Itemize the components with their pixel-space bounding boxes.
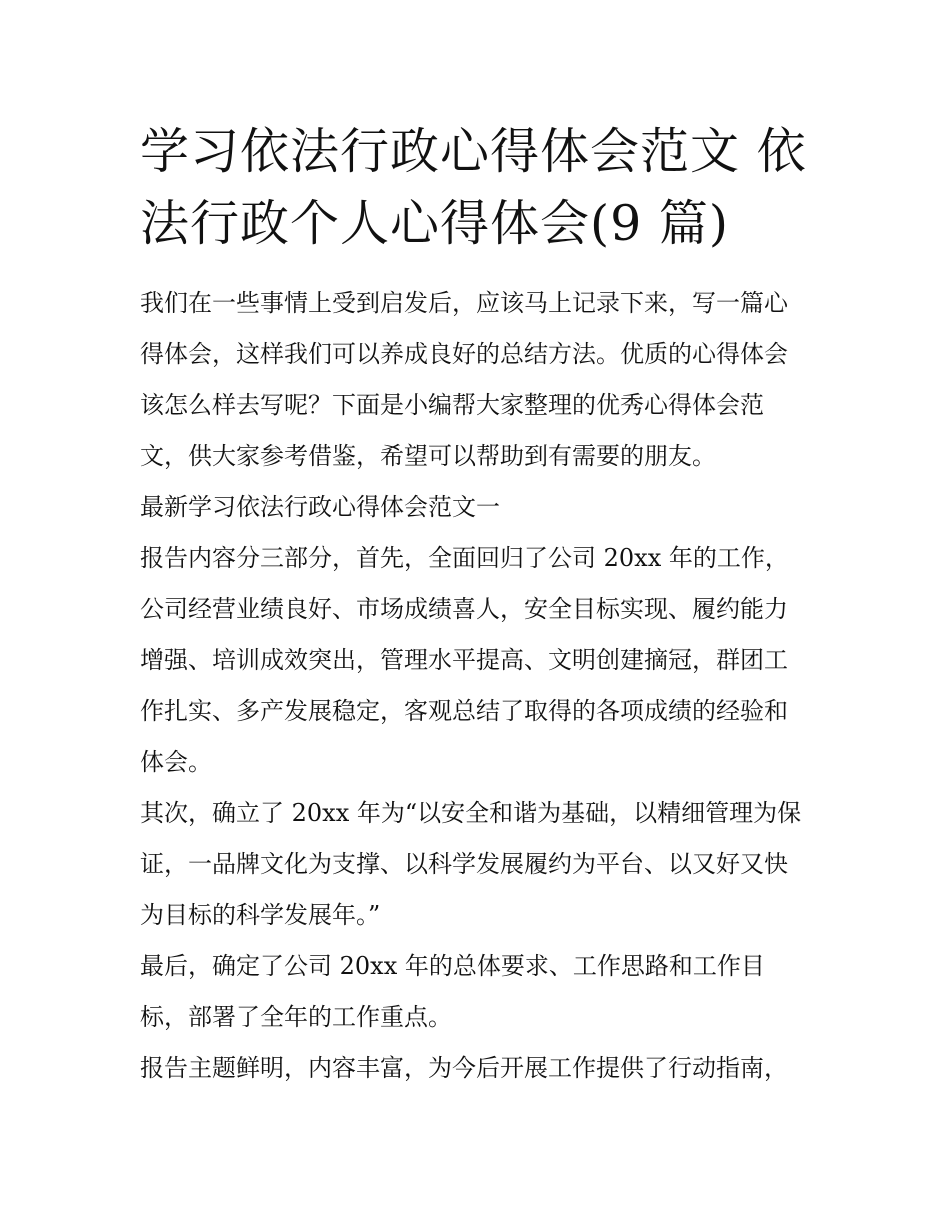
- section-heading: 最新学习依法行政心得体会范文一: [140, 493, 500, 521]
- text-line: 报告内容分三部分，首先，全面回归了公司 20xx 年的工作，: [140, 544, 789, 572]
- title-line: 法行政个人心得体会(9 篇): [140, 195, 729, 252]
- title-line: 学习依法行政心得体会范文 依: [140, 123, 807, 180]
- text-line: 该怎么样去写呢？下面是小编帮大家整理的优秀心得体会范: [140, 391, 764, 419]
- text-line: 为目标的科学发展年。”: [140, 901, 381, 929]
- text-line: 最后，确定了公司 20xx 年的总体要求、工作思路和工作目: [140, 952, 765, 980]
- text-line: 文，供大家参考借鉴，希望可以帮助到有需要的朋友。: [140, 442, 716, 470]
- text-line: 增强、培训成效突出，管理水平提高、文明创建摘冠，群团工: [140, 646, 788, 674]
- text-line: 我们在一些事情上受到启发后，应该马上记录下来，写一篇心: [140, 289, 788, 317]
- text-line: 证，一品牌文化为支撑、以科学发展履约为平台、以又好又快: [140, 850, 788, 878]
- text-line: 标，部署了全年的工作重点。: [140, 1003, 452, 1031]
- text-line: 报告主题鲜明，内容丰富，为今后开展工作提供了行动指南，: [140, 1054, 788, 1082]
- text-line: 公司经营业绩良好、市场成绩喜人，安全目标实现、履约能力: [140, 595, 788, 623]
- document-title: [140, 116, 820, 260]
- text-line: 作扎实、多产发展稳定，客观总结了取得的各项成绩的经验和: [140, 697, 788, 725]
- text-line: 其次，确立了 20xx 年为“以安全和谐为基础，以精细管理为保: [140, 799, 802, 827]
- document-body: [140, 278, 830, 1094]
- text-line: 体会。: [140, 748, 212, 776]
- text-line: 得体会，这样我们可以养成良好的总结方法。优质的心得体会: [140, 340, 788, 368]
